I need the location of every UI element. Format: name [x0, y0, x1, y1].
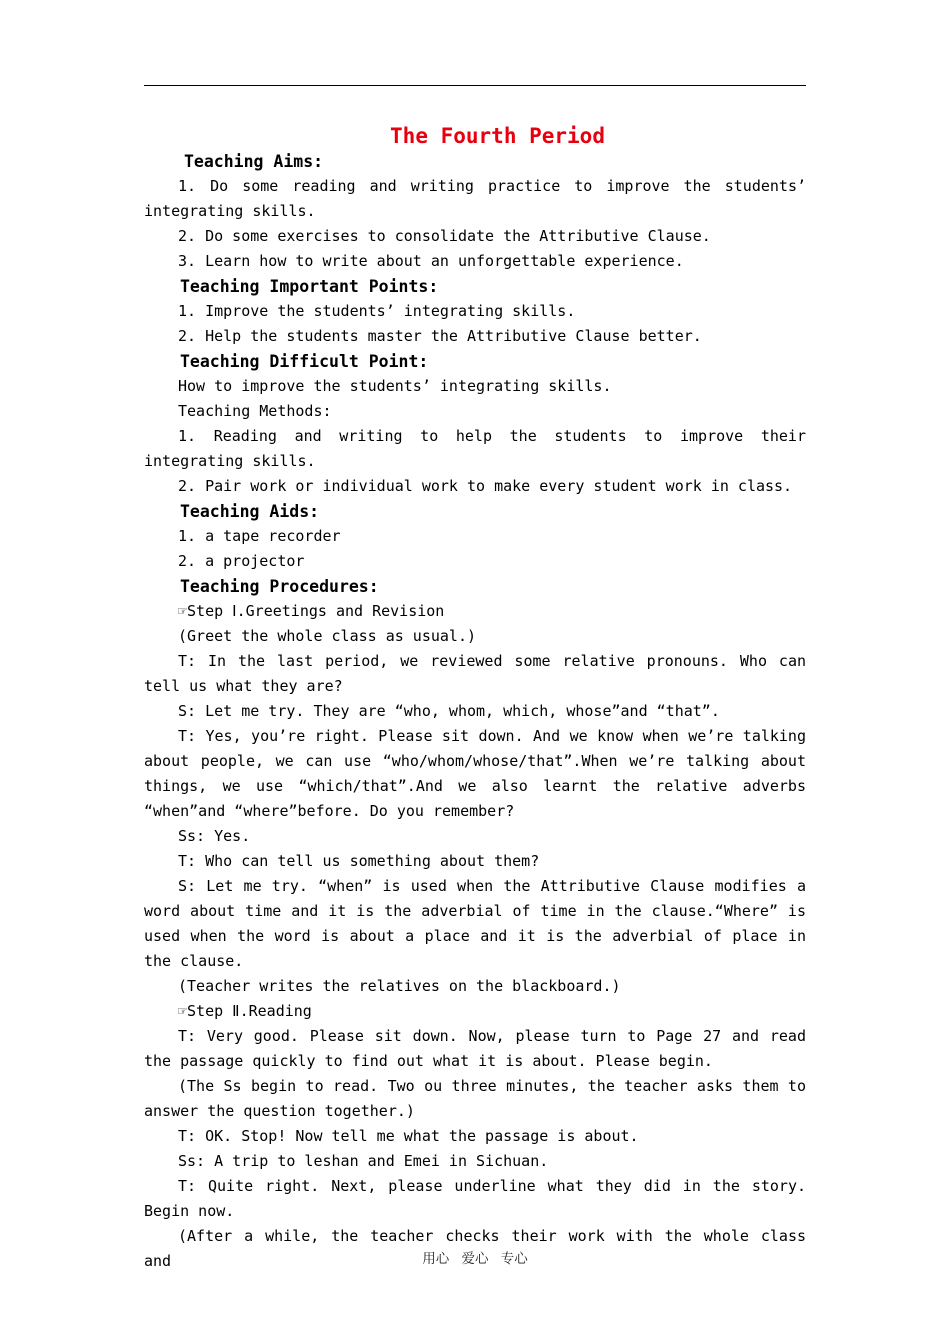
dialogue-line: T: OK. Stop! Now tell me what the passage is about. [178, 1127, 639, 1145]
dialogue-line: S: Let me try. They are “who, whom, which, whose”and “that”. [178, 702, 720, 720]
aids-item-2: 2. a projector [178, 552, 305, 570]
dialogue-line: (Teacher writes the relatives on the blackboard.) [178, 977, 621, 995]
aims-item-2: 2. Do some exercises to consolidate the Attributive Clause. [178, 227, 711, 245]
important-item-1: 1. Improve the students’ integrating skills. [178, 302, 576, 320]
page-footer: 用心 爱心 专心 [422, 1251, 528, 1267]
dialogue-line: T: Quite right. Next, please underline what they did in the story. Begin now. [144, 1177, 806, 1220]
greet-line: (Greet the whole class as usual.) [178, 627, 477, 645]
important-heading: Teaching Important Points: [180, 277, 439, 296]
methods-heading: Teaching Methods: [178, 402, 332, 420]
aims-item-1: 1. Do some reading and writing practice to improve the students’ integrating skills. [144, 177, 806, 220]
aids-item-1: 1. a tape recorder [178, 527, 341, 545]
dialogue-line: T: Who can tell us something about them? [178, 852, 540, 870]
dialogue-line: (The Ss begin to read. Two ou three minutes, the teacher asks them to answer the question together.) [144, 1077, 806, 1120]
important-item-2: 2. Help the students master the Attributive Clause better. [178, 327, 702, 345]
aims-item-3: 3. Learn how to write about an unforgettable experience. [178, 252, 684, 270]
difficult-heading: Teaching Difficult Point: [180, 352, 429, 371]
dialogue-line: T: Yes, you’re right. Please sit down. And we know when we’re talking about people, we can use “who/whom/whose/that”.When we’re talking about things, we use “which/that”.And we also learnt the relative adverbs “when”and “where”before. Do you remember? [144, 727, 806, 820]
aids-heading: Teaching Aids: [180, 502, 320, 521]
methods-item-2: 2. Pair work or individual work to make every student work in class. [178, 477, 793, 495]
dialogue-line: Ss: Yes. [178, 827, 251, 845]
step-2-heading: ☞Step Ⅱ.Reading [178, 1002, 312, 1020]
methods-item-1: 1. Reading and writing to help the students to improve their integrating skills. [144, 427, 806, 470]
lesson-body [144, 149, 806, 1274]
procedures-heading: Teaching Procedures: [180, 577, 379, 596]
dialogue-line: (After a while, the teacher checks their work with the whole class and [144, 1227, 806, 1270]
difficult-text: How to improve the students’ integrating skills. [178, 377, 612, 395]
dialogue-line: S: Let me try. “when” is used when the Attributive Clause modifies a word about time and it is the adverbial of time in the clause.“Where” is used when the word is about a place and it is the adverbial of place in the clause. [144, 877, 806, 970]
header-rule [144, 85, 806, 86]
aims-heading: Teaching Aims: [184, 152, 324, 171]
dialogue-line: T: In the last period, we reviewed some relative pronouns. Who can tell us what they are? [144, 652, 806, 695]
page-title: The Fourth Period [390, 124, 605, 148]
dialogue-line: Ss: A trip to leshan and Emei in Sichuan. [178, 1152, 549, 1170]
step-1-heading: ☞Step Ⅰ.Greetings and Revision [178, 602, 445, 620]
dialogue-line: T: Very good. Please sit down. Now, please turn to Page 27 and read the passage quickly to find out what it is about. Please begin. [144, 1027, 806, 1070]
